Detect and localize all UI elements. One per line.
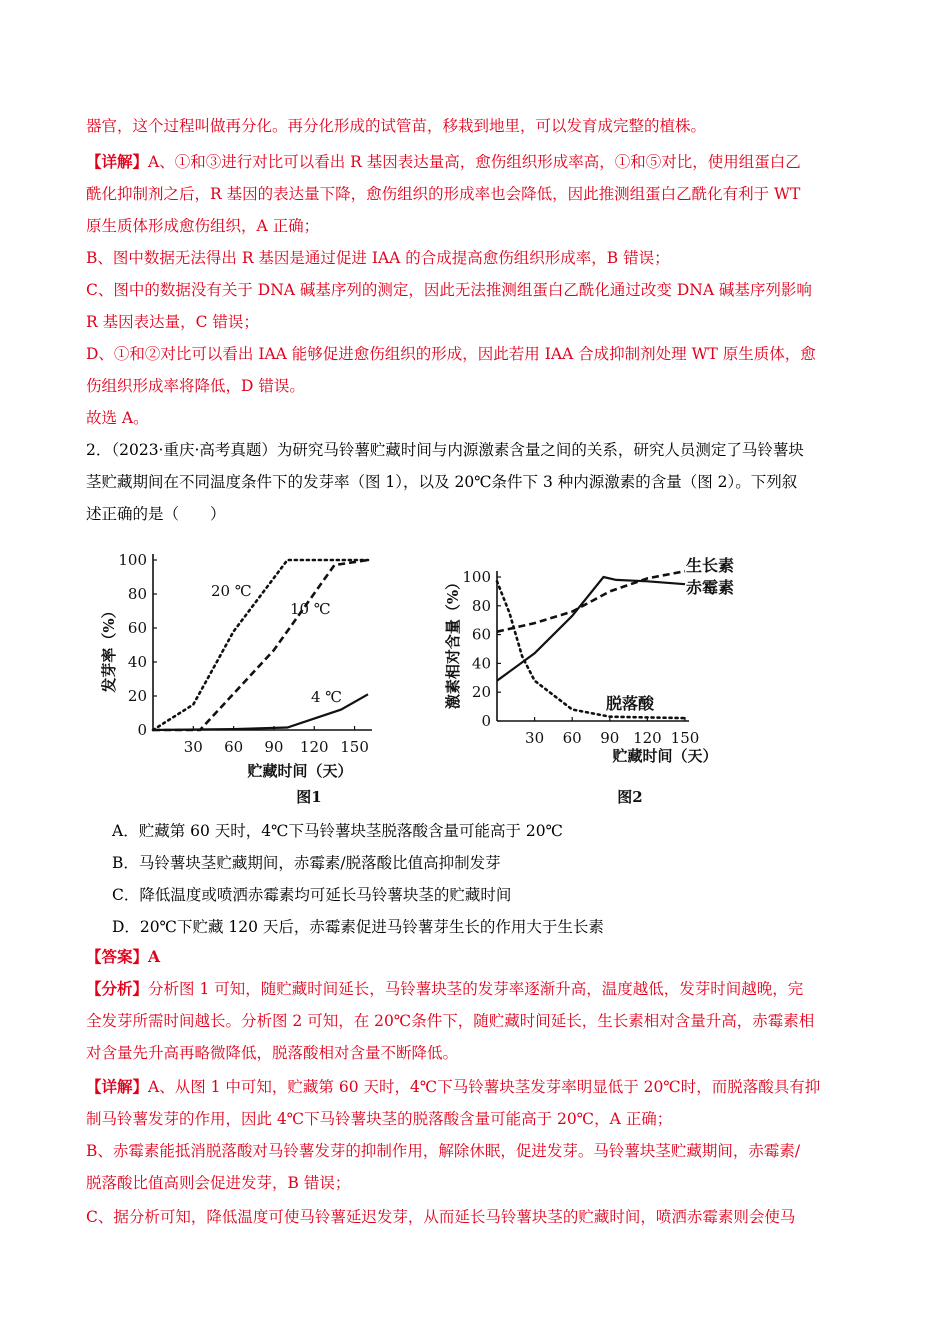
- x-tick-label: 150: [340, 738, 369, 756]
- series-label: 10 ℃: [290, 600, 331, 618]
- x-tick-label: 120: [633, 729, 662, 747]
- text-line: 酰化抑制剂之后，R 基因的表达量下降，愈伤组织的形成率也会降低，因此推测组蛋白乙酰化有利于 WT: [86, 185, 801, 203]
- question-line: 2．（2023·重庆·高考真题）为研究马铃薯贮藏时间与内源激素含量之间的关系，研究人员测定了马铃薯块: [86, 441, 804, 459]
- y-axis-label: 激素相对含量（%）: [444, 574, 462, 710]
- option-c[interactable]: C．降低温度或喷洒赤霉素均可延长马铃薯块茎的贮藏时间: [112, 886, 512, 904]
- text-line: 原生质体形成愈伤组织，A 正确；: [86, 217, 320, 235]
- x-tick-label: 150: [670, 729, 700, 747]
- text-line: 器官，这个过程叫做再分化。再分化形成的试管苗，移栽到地里，可以发育成完整的植株。: [86, 117, 707, 135]
- series-line: [497, 577, 685, 681]
- y-tick-label: 80: [127, 585, 147, 603]
- x-axis-label: 贮藏时间（天）: [612, 747, 718, 765]
- analysis-line: 全发芽所需时间越长。分析图 2 可知，在 20℃条件下，随贮藏时间延长，生长素相对含量升高，赤霉素相: [86, 1012, 815, 1030]
- chart-title: 图1: [296, 788, 322, 806]
- y-tick-label: 60: [471, 625, 491, 644]
- x-tick-label: 60: [224, 738, 244, 756]
- text-line: 故选 A。: [86, 409, 149, 427]
- x-axis-label: 贮藏时间（天）: [247, 762, 353, 780]
- series-label: 赤霉素: [686, 578, 735, 597]
- y-tick-label: 40: [471, 654, 491, 673]
- y-tick-label: 20: [471, 683, 491, 702]
- option-b[interactable]: B．马铃薯块茎贮藏期间，赤霉素/脱落酸比值高抑制发芽: [112, 854, 501, 872]
- x-tick-label: 90: [264, 738, 284, 756]
- text-line: B、图中数据无法得出 R 基因是通过促进 IAA 的合成提高愈伤组织形成率，B 错误；: [86, 249, 670, 267]
- question-line: 述正确的是（ ）: [86, 505, 226, 523]
- text-line: 【详解】A、①和③进行对比可以看出 R 基因表达量高，愈伤组织形成率高，①和⑤对比，使用组蛋白乙: [86, 152, 801, 171]
- x-tick-label: 60: [562, 729, 582, 747]
- chart-figure-1: [100, 551, 372, 806]
- y-tick-label: 40: [127, 653, 147, 671]
- detail-line: B、赤霉素能抵消脱落酸对马铃薯发芽的抑制作用，解除休眠，促进发芽。马铃薯块茎贮藏期间，赤霉素/: [86, 1142, 801, 1160]
- question-line: 茎贮藏期间在不同温度条件下的发芽率（图 1），以及 20℃条件下 3 种内源激素的含量（图 2）。下列叙: [86, 473, 798, 491]
- detail-line: C、据分析可知，降低温度可使马铃薯延迟发芽，从而延长马铃薯块茎的贮藏时间，喷洒赤霉素则会使马: [86, 1208, 796, 1226]
- answer-line: 【答案】A: [86, 947, 161, 966]
- detail-line: 【详解】A、从图 1 中可知，贮藏第 60 天时，4℃下马铃薯块茎发芽率明显低于 20℃时，而脱落酸具有抑: [86, 1077, 821, 1096]
- text-line: C、图中的数据没有关于 DNA 碱基序列的测定，因此无法推测组蛋白乙酰化通过改变 DNA 碱基序列影响: [86, 281, 812, 299]
- x-tick-label: 30: [525, 729, 545, 747]
- series-label: 4 ℃: [311, 688, 343, 706]
- y-tick-label: 100: [118, 551, 147, 569]
- y-axis-label: 发芽率（%）: [100, 603, 118, 693]
- detail-line: 制马铃薯发芽的作用，因此 4℃下马铃薯块茎的脱落酸含量可能高于 20℃，A 正确；: [86, 1110, 673, 1128]
- y-tick-label: 0: [481, 712, 491, 730]
- text-line: 伤组织形成率将降低，D 错误。: [86, 377, 305, 395]
- figure-charts: [0, 540, 950, 820]
- detail-line: 脱落酸比值高则会促进发芽，B 错误；: [86, 1174, 351, 1192]
- text-line: R 基因表达量，C 错误；: [86, 313, 259, 331]
- y-tick-label: 100: [462, 568, 491, 586]
- y-tick-label: 20: [127, 687, 147, 705]
- series-line: [497, 571, 685, 632]
- x-tick-label: 120: [299, 738, 329, 756]
- analysis-line: 【分析】分析图 1 可知，随贮藏时间延长，马铃薯块茎的发芽率逐渐升高，温度越低，发芽时间越晚，完: [86, 979, 804, 998]
- option-d[interactable]: D．20℃下贮藏 120 天后，赤霉素促进马铃薯芽生长的作用大于生长素: [112, 918, 604, 936]
- x-tick-label: 30: [183, 738, 203, 756]
- y-tick-label: 80: [471, 596, 491, 615]
- option-a[interactable]: A．贮藏第 60 天时，4℃下马铃薯块茎脱落酸含量可能高于 20℃: [112, 822, 563, 840]
- y-tick-label: 0: [137, 721, 147, 739]
- analysis-line: 对含量先升高再略微降低，脱落酸相对含量不断降低。: [86, 1044, 459, 1062]
- series-label: 20 ℃: [211, 582, 252, 600]
- series-label: 脱落酸: [606, 694, 655, 713]
- chart-figure-2: [444, 556, 734, 806]
- text-line: D、①和②对比可以看出 IAA 能够促进愈伤组织的形成，因此若用 IAA 合成抑制剂处理 WT 原生质体，愈: [86, 345, 816, 363]
- y-tick-label: 60: [127, 619, 147, 637]
- chart-title: 图2: [617, 788, 643, 806]
- series-label: 生长素: [686, 556, 735, 575]
- x-tick-label: 90: [600, 729, 620, 747]
